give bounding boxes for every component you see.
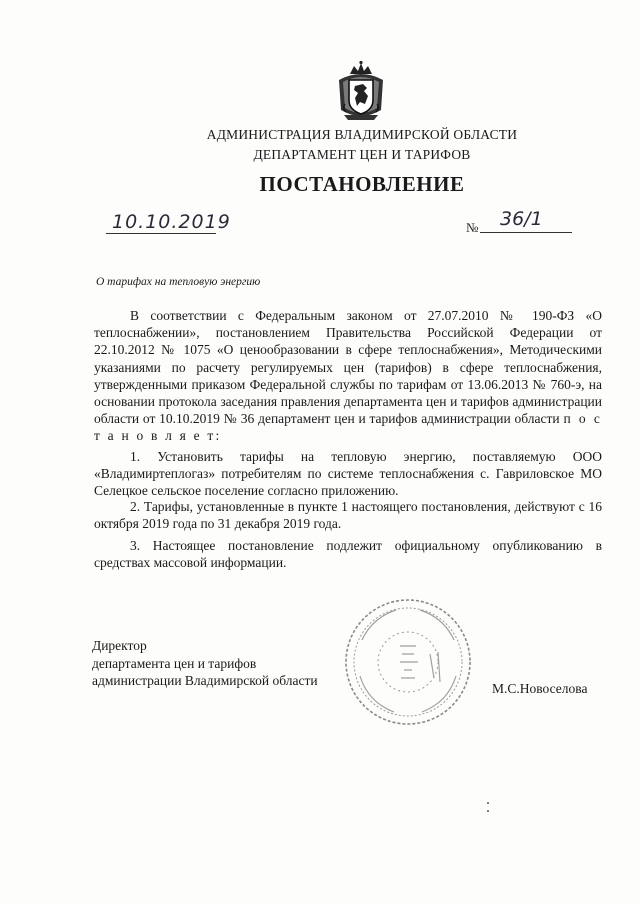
document-title: ПОСТАНОВЛЕНИЕ [259, 172, 465, 196]
document-date: 10.10.2019 [112, 211, 231, 233]
date-underline [106, 233, 216, 234]
paragraph-item-3: 3. Настоящее постановление подлежит официальному опубликованию в средствах массовой информации. [94, 538, 602, 571]
paragraph-preamble [94, 307, 602, 445]
resolution-word: п о с т а н о в л я е т: [94, 411, 603, 444]
document-number: 36/1 [500, 208, 543, 230]
document-subject: О тарифах на тепловую энергию [96, 276, 261, 288]
coat-of-arms-icon [336, 60, 386, 122]
signatory-position: Директор [92, 638, 147, 653]
preamble-text: В соответствии с Федеральным законом от 27.07.2010 № 190-ФЗ «О теплоснабжении», постановлением Правительства Российской Федерации от 22.10.2012 № 1075 «О ценообразовании в сфере теплоснабжения», Методическими указаниями по расчету регулируемых цен (тарифов) в сфере теплоснабжения, утвержденными приказом Федеральной службы по тарифам от 13.06.2013 № 760-э, на основании протокола заседания правления департамента цен и тарифов администрации области от 10.10.2019 № 36 департамент цен и тарифов администрации области [94, 308, 602, 427]
signatory-administration: администрации Владимирской области [92, 673, 318, 688]
signatory-department: департамента цен и тарифов [92, 655, 257, 671]
scan-speck [487, 810, 489, 812]
paragraph-item-2: 2. Тарифы, установленные в пункте 1 настоящего постановления, действуют с 16 октября 2019 года по 31 декабря 2019 года. [94, 499, 602, 532]
signatory-name: М.С.Новоселова [492, 681, 588, 696]
department-name: ДЕПАРТАМЕНТ ЦЕН И ТАРИФОВ [253, 147, 471, 162]
scan-speck [487, 802, 489, 804]
signature-block [92, 637, 318, 690]
number-label: № [466, 220, 479, 235]
organization-name: АДМИНИСТРАЦИЯ ВЛАДИМИРСКОЙ ОБЛАСТИ [206, 127, 518, 142]
number-underline [480, 232, 572, 233]
official-stamp-icon [342, 596, 474, 728]
paragraph-item-1: 1. Установить тарифы на тепловую энергию, поставляемую ООО «Владимиртеплогаз» потребителям по системе теплоснабжения с. Гавриловское МО Селецкое сельское поселение согласно приложению. [94, 449, 602, 499]
